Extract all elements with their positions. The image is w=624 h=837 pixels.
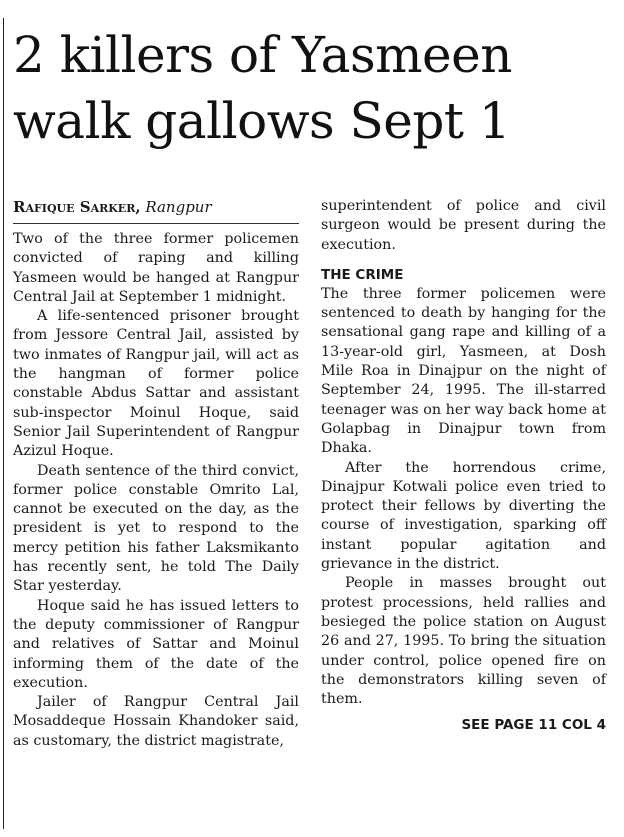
paragraph: Death sentence of the third convict, former police constable Omrito Lal, cannot be executed on the day, as the president is yet to respond to the mercy petition his father Laksmikanto has recently sent, he told The Daily Star yesterday. bbox=[13, 462, 299, 595]
article-column-2 bbox=[321, 197, 606, 735]
byline-place: Rangpur bbox=[145, 198, 212, 216]
paragraph: After the horrendous crime, Dinajpur Kotwali police even tried to protect their fellows by diverting the course of investigation, sparking off instant popular agitation and grievance in the district. bbox=[321, 459, 606, 573]
article-column-1 bbox=[13, 197, 299, 751]
subheading: THE CRIME bbox=[321, 266, 404, 283]
paragraph: Jailer of Rangpur Central Jail Mosaddeque Hossain Khandoker said, as customary, the district magistrate, bbox=[13, 694, 299, 749]
continuation-jump: SEE PAGE 11 COL 4 bbox=[461, 717, 606, 734]
headline bbox=[13, 22, 618, 154]
paragraph: People in masses brought out protest processions, held rallies and besieged the police station on August 26 and 27, 1995. To bring the situation under control, police opened fire on the demonstrators killing seven of them. bbox=[321, 575, 606, 708]
paragraph: A life-sentenced prisoner brought from Jessore Central Jail, assisted by two inmates of Rangpur jail, will act as the hangman of former police constable Abdus Sattar and assistant sub-inspector Moinul Hoque, said Senior Jail Superintendent of Rangpur Azizul Hoque. bbox=[13, 308, 299, 460]
byline-author: Rafique Sarker, bbox=[13, 198, 141, 216]
paragraph: superintendent of police and civil surgeon would be present during the execution. bbox=[321, 198, 606, 253]
headline-line-1: 2 killers of Yasmeen bbox=[13, 26, 512, 84]
byline bbox=[13, 197, 299, 224]
paragraph: Hoque said he has issued letters to the deputy commissioner of Rangpur and relatives of Sattar and Moinul informing them of the date of the execution. bbox=[13, 597, 299, 691]
paragraph: Two of the three former policemen convicted of raping and killing Yasmeen would be hanged at Rangpur Central Jail at September 1 midnight. bbox=[13, 231, 299, 305]
headline-line-2: walk gallows Sept 1 bbox=[13, 92, 511, 150]
column-rule bbox=[3, 18, 4, 829]
paragraph: The three former policemen were sentenced to death by hanging for the sensational gang rape and killing of a 13-year-old girl, Yasmeen, at Dosh Mile Roa in Dinajpur on the night of September 24, 1995. The ill-starred teenager was on her way back home at Golapbag in Dinajpur town from Dhaka. bbox=[321, 285, 606, 457]
